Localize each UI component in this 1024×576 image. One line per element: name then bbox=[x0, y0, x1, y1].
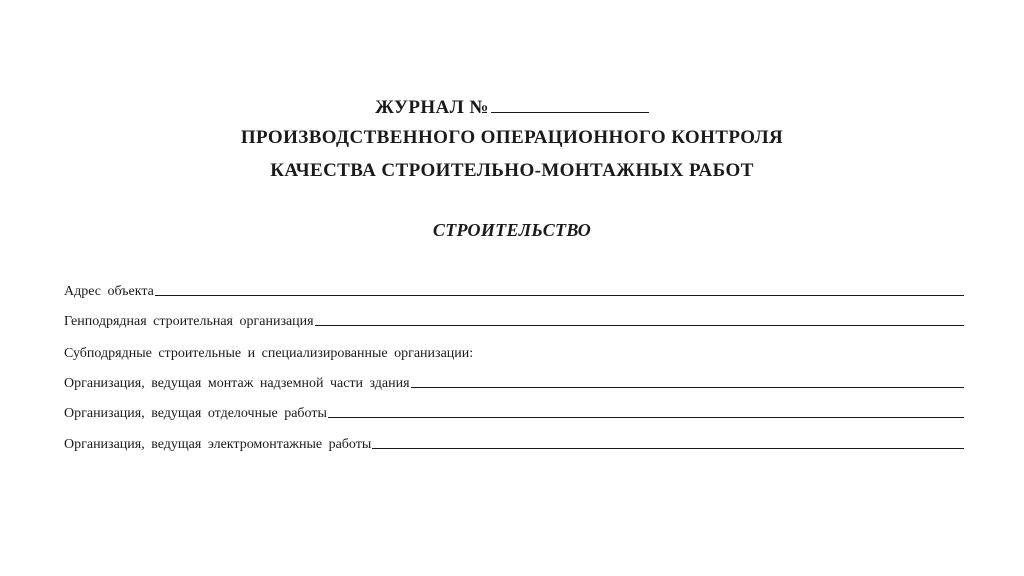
journal-title bbox=[0, 96, 1024, 119]
field-aboveground-installation-org bbox=[64, 376, 964, 392]
field-label: Организация, ведущая монтаж надземной части здания bbox=[64, 376, 410, 391]
object-address-blank[interactable] bbox=[155, 294, 964, 296]
field-object-address bbox=[64, 284, 964, 300]
journal-title-group bbox=[375, 96, 649, 119]
journal-title-line-3: КАЧЕСТВА СТРОИТЕЛЬНО-МОНТАЖНЫХ РАБОТ bbox=[270, 160, 754, 181]
field-subcontractors-heading bbox=[64, 346, 964, 362]
field-label: Адрес объекта bbox=[64, 284, 154, 299]
field-finishing-works-org bbox=[64, 406, 964, 422]
field-label: Организация, ведущая электромонтажные работы bbox=[64, 437, 372, 452]
journal-number-blank[interactable] bbox=[491, 96, 649, 113]
field-label: Организация, ведущая отделочные работы bbox=[64, 406, 327, 421]
finishing-works-blank[interactable] bbox=[328, 416, 964, 418]
field-label: Субподрядные строительные и специализированные организации: bbox=[64, 346, 474, 361]
section-subtitle: СТРОИТЕЛЬСТВО bbox=[432, 220, 592, 240]
aboveground-installation-blank[interactable] bbox=[411, 386, 964, 388]
journal-title-line-2: ПРОИЗВОДСТВЕННОГО ОПЕРАЦИОННОГО КОНТРОЛЯ bbox=[240, 127, 784, 148]
general-contractor-blank[interactable] bbox=[315, 324, 964, 326]
field-electrical-works-org bbox=[64, 437, 964, 453]
journal-label: ЖУРНАЛ № bbox=[375, 97, 489, 118]
field-general-contractor bbox=[64, 314, 964, 330]
electrical-works-blank[interactable] bbox=[372, 447, 964, 449]
field-label: Генподрядная строительная организация bbox=[64, 314, 314, 329]
